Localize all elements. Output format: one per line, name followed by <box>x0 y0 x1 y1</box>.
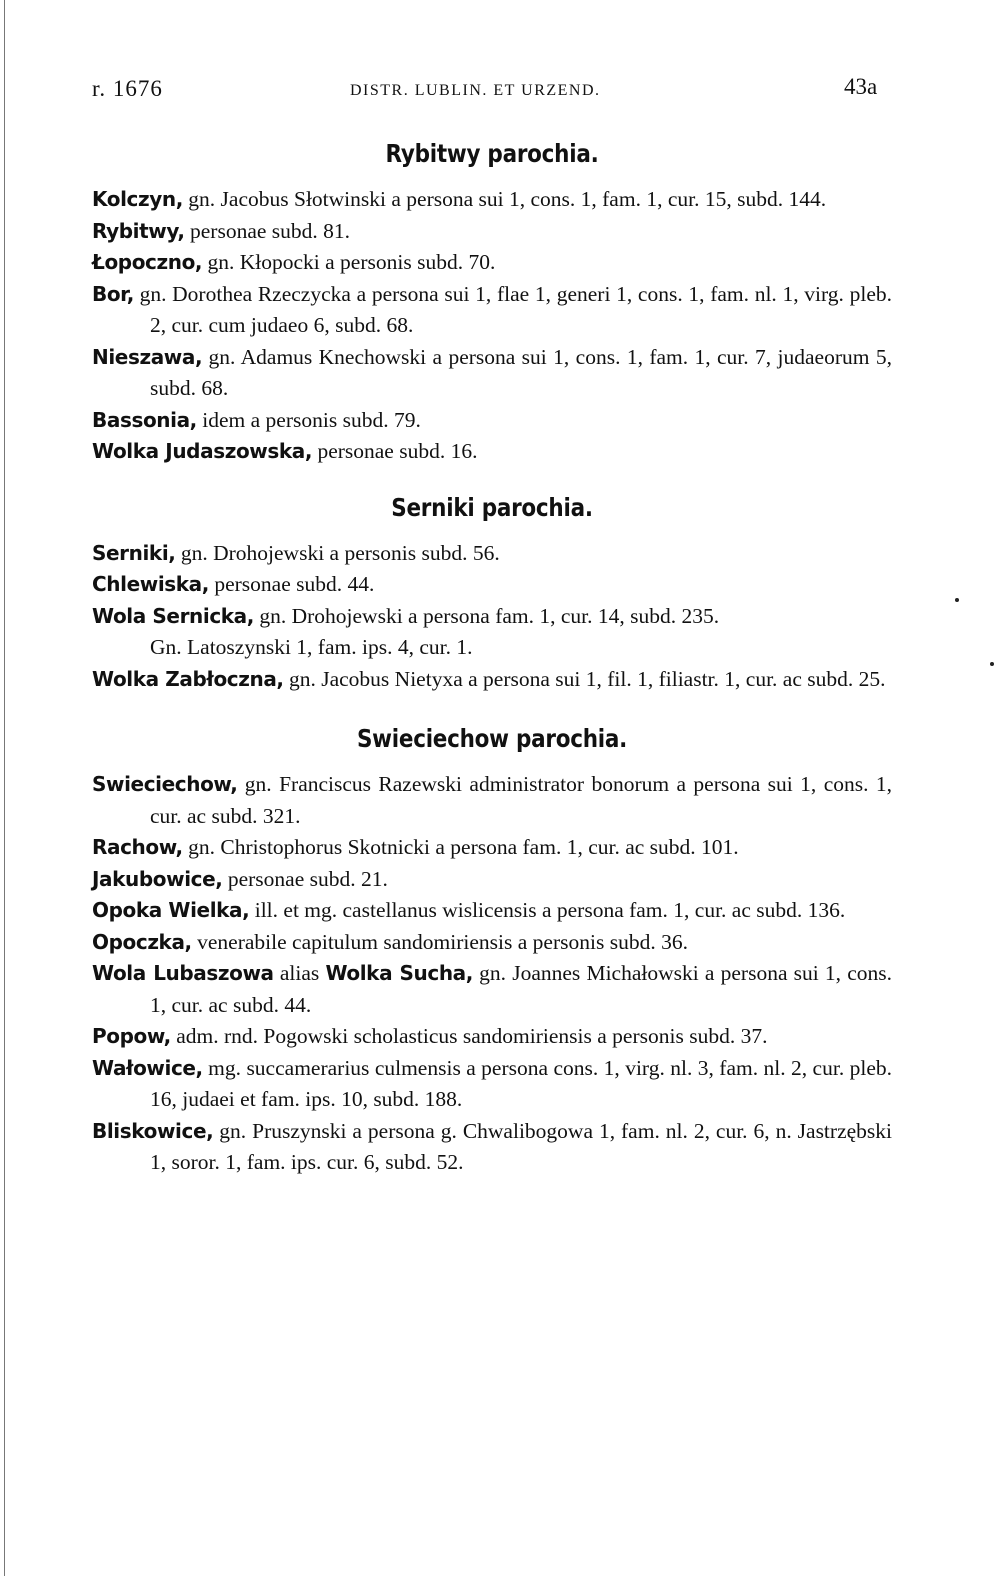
place-name: Wolka Sucha, <box>325 961 473 985</box>
entry-text: gn. Drohojewski a persona fam. 1, cur. 14, subd. 235. <box>253 603 720 628</box>
entry <box>92 927 892 959</box>
place-name: Łopoczno, <box>92 250 203 274</box>
entry-text: mg. succamerarius culmensis a persona cons. 1, virg. nl. 3, fam. nl. 2, cur. pleb. 16, judaei et fam. ips. 10, subd. 188. <box>150 1055 892 1111</box>
entry-text: alias <box>273 961 326 985</box>
page-number: 43a <box>844 74 878 99</box>
place-name: Wola Lubaszowa <box>92 961 274 985</box>
entry <box>92 569 892 601</box>
entry-text: gn. Dorothea Rzeczycka a persona sui 1, flae 1, generi 1, cons. 1, fam. nl. 1, virg. pleb. 2, cur. cum judaeo 6, subd. 68. <box>133 281 892 337</box>
entry-text: venerabile capitulum sandomiriensis a personis subd. 36. <box>191 929 688 954</box>
place-name: Wolka Judaszowska, <box>92 439 313 463</box>
entry <box>92 342 892 405</box>
place-name: Rybitwy, <box>92 218 185 243</box>
entry <box>92 1053 892 1116</box>
entry-text: gn. Jacobus Słotwinski a persona sui 1, cons. 1, fam. 1, cur. 15, subd. 144. <box>182 187 827 211</box>
entry <box>92 436 892 468</box>
entry-text: gn. Kłopocki a personis subd. 70. <box>202 250 496 274</box>
entry-text: gn. Pruszynski a persona g. Chwalibogowa 1, fam. nl. 2, cur. 6, n. Jastrzębski 1, soror. 1, fam. ips. cur. 6, subd. 52. <box>150 1118 892 1174</box>
entry <box>92 864 892 896</box>
place-name: Jakubowice, <box>92 866 223 891</box>
entry <box>92 1116 892 1179</box>
place-name: Bassonia, <box>92 407 197 432</box>
place-name: Swieciechow, <box>92 772 238 796</box>
entry-text: adm. rnd. Pogowski scholasticus sandomiriensis a personis subd. 37. <box>170 1024 768 1048</box>
entry <box>92 664 892 696</box>
place-name: Wola Sernicka, <box>92 603 254 628</box>
entry-text: gn. Christophorus Skotnicki a persona fam. 1, cur. ac subd. 101. <box>182 835 739 859</box>
entry-text: gn. Drohojewski a personis subd. 56. <box>175 540 500 565</box>
entry-text: gn. Joannes Michałowski a persona sui 1, cons. 1, cur. ac subd. 44. <box>150 961 893 1017</box>
place-name: Kolczyn, <box>92 187 183 211</box>
entry-continuation <box>92 632 892 664</box>
place-name: Rachow, <box>92 835 183 859</box>
entry-text: personae subd. 21. <box>222 866 388 891</box>
section-heading: Rybitwy parochia. <box>385 139 599 168</box>
header-title: DISTR. LUBLIN. ET URZEND. <box>350 82 601 99</box>
running-head <box>90 70 890 110</box>
entry-text: Gn. Latoszynski 1, fam. ips. 4, cur. 1. <box>150 635 473 659</box>
body-text <box>92 132 892 1179</box>
entry <box>92 279 892 342</box>
entry <box>92 601 892 633</box>
entry <box>92 184 892 216</box>
place-name: Bliskowice, <box>92 1118 214 1143</box>
entry-text: idem a personis subd. 79. <box>196 407 421 432</box>
entry <box>92 1021 892 1053</box>
entry <box>92 895 892 927</box>
entry-text: personae subd. 16. <box>312 439 478 463</box>
entry <box>92 247 892 279</box>
place-name: Serniki, <box>92 540 176 565</box>
entry-text: personae subd. 44. <box>208 572 375 596</box>
place-name: Chlewiska, <box>92 572 209 596</box>
place-name: Popow, <box>92 1024 171 1048</box>
speck-mark <box>955 598 959 602</box>
place-name: Nieszawa, <box>92 344 203 369</box>
scan-edge-line <box>4 0 5 1576</box>
entry <box>92 405 892 437</box>
entry <box>92 958 892 1021</box>
place-name: Bor, <box>92 281 134 306</box>
place-name: Opoka Wielka, <box>92 898 250 922</box>
entry <box>92 538 892 570</box>
speck-mark <box>990 662 994 666</box>
entry <box>92 832 892 864</box>
entry <box>92 769 892 832</box>
entry <box>92 216 892 248</box>
header-year: r. 1676 <box>92 76 163 101</box>
entry-text: gn. Franciscus Razewski administrator bonorum a persona sui 1, cons. 1, cur. ac subd. 321. <box>150 772 892 828</box>
entry-text: ill. et mg. castellanus wislicensis a persona fam. 1, cur. ac subd. 136. <box>249 898 846 922</box>
place-name: Opoczka, <box>92 929 192 954</box>
place-name: Wałowice, <box>92 1055 203 1080</box>
section-heading: Swieciechow parochia. <box>356 724 628 753</box>
place-name: Wolka Zabłoczna, <box>92 666 284 691</box>
section-heading: Serniki parochia. <box>391 492 593 522</box>
entry-text: gn. Jacobus Nietyxa a persona sui 1, fil. 1, filiastr. 1, cur. ac subd. 25. <box>283 666 886 691</box>
entry-text: personae subd. 81. <box>184 218 351 243</box>
entry-text: gn. Adamus Knechowski a persona sui 1, cons. 1, fam. 1, cur. 7, judaeorum 5, subd. 68. <box>150 344 892 400</box>
